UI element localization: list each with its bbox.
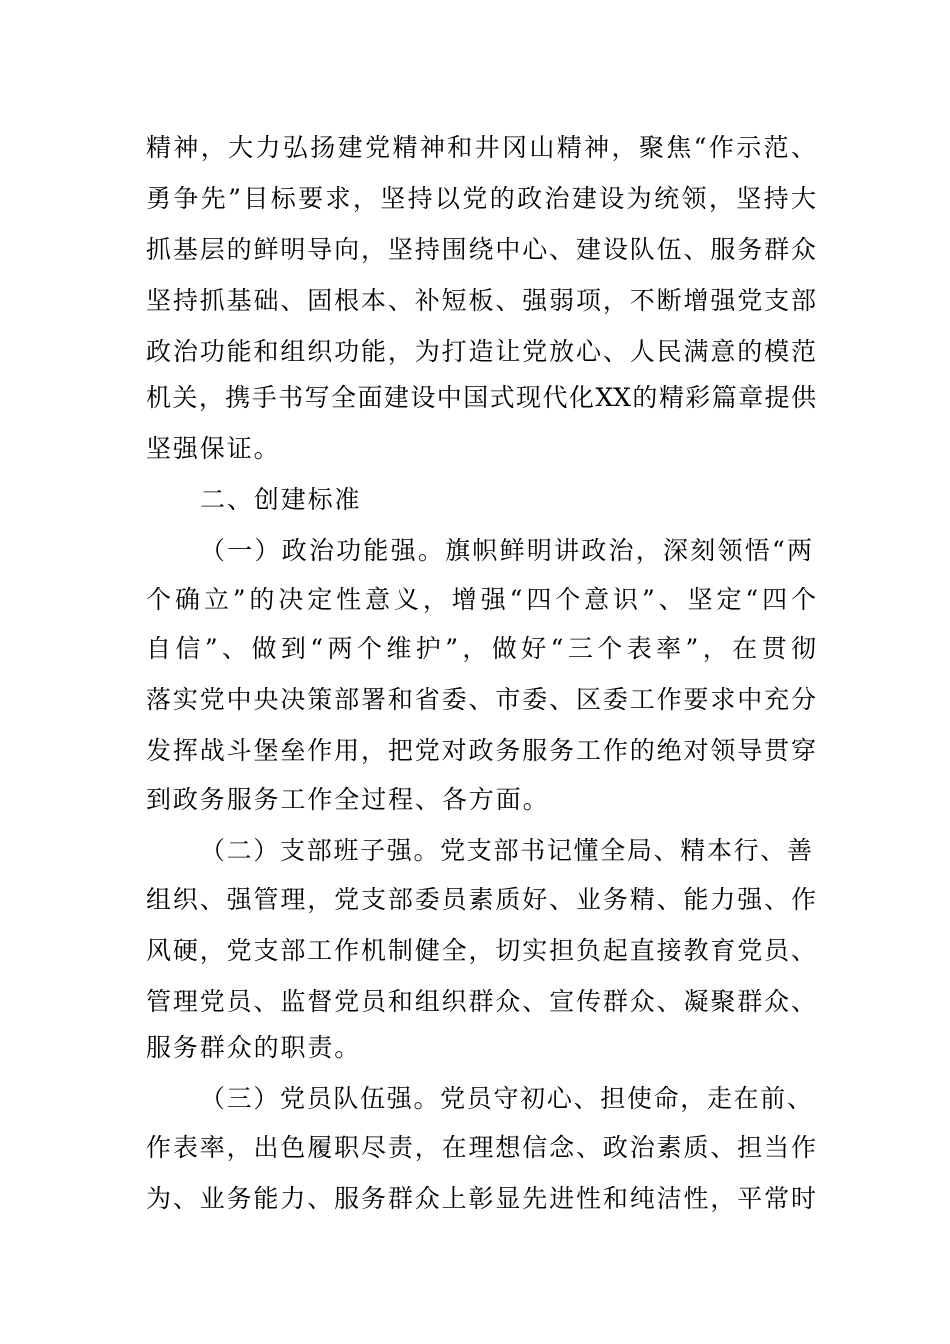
paragraph-1-line-4: 坚持抓基础、固根本、补短板、强弱项，不断增强党支部 [146,286,816,315]
paragraph-4-line-1: （三）党员队伍强。党员守初心、担使命，走在前、 [200,1084,812,1113]
paragraph-2-line-5: 发挥战斗堡垒作用，把党对政务服务工作的绝对领导贯穿 [146,736,816,765]
paragraph-1-line-2: 勇争先”目标要求，坚持以党的政治建设为统领，坚持大 [146,184,816,213]
paragraph-2-line-2: 个确立”的决定性意义，增强“四个意识”、坚定“四个 [146,585,816,614]
paragraph-3-line-4: 管理党员、监督党员和组织群众、宣传群众、凝聚群众、 [146,987,816,1016]
paragraph-4-line-2: 作表率，出色履职尽责，在理想信念、政治素质、担当作 [146,1133,816,1162]
paragraph-3-line-1: （二）支部班子强。党支部书记懂全局、精本行、善 [200,836,812,865]
paragraph-1-line-6: 机关，携手书写全面建设中国式现代化XX的精彩篇章提供 [146,383,816,412]
paragraph-3-line-5: 服务群众的职责。 [146,1033,362,1062]
paragraph-3-line-3: 风硬，党支部工作机制健全，切实担负起直接教育党员、 [146,936,816,965]
section-heading: 二、创建标准 [200,485,362,514]
paragraph-4-line-3: 为、业务能力、服务群众上彰显先进性和纯洁性，平常时 [146,1184,816,1213]
paragraph-1-line-5: 政治功能和组织功能，为打造让党放心、人民满意的模范 [146,337,816,366]
paragraph-2-line-1: （一）政治功能强。旗帜鲜明讲政治，深刻领悟“两 [200,536,812,565]
paragraph-1-line-7: 坚强保证。 [146,434,281,463]
paragraph-3-line-2: 组织、强管理，党支部委员素质好、业务精、能力强、作 [146,885,816,914]
paragraph-1-line-1: 精神，大力弘扬建党精神和井冈山精神，聚焦“作示范、 [146,133,816,162]
paragraph-2-line-4: 落实党中央决策部署和省委、市委、区委工作要求中充分 [146,685,816,714]
paragraph-2-line-6: 到政务服务工作全过程、各方面。 [146,785,550,814]
paragraph-1-line-3: 抓基层的鲜明导向，坚持围绕中心、建设队伍、服务群众 [146,235,816,264]
paragraph-2-line-3: 自信”、做到“两个维护”，做好“三个表率”，在贯彻 [146,634,816,663]
